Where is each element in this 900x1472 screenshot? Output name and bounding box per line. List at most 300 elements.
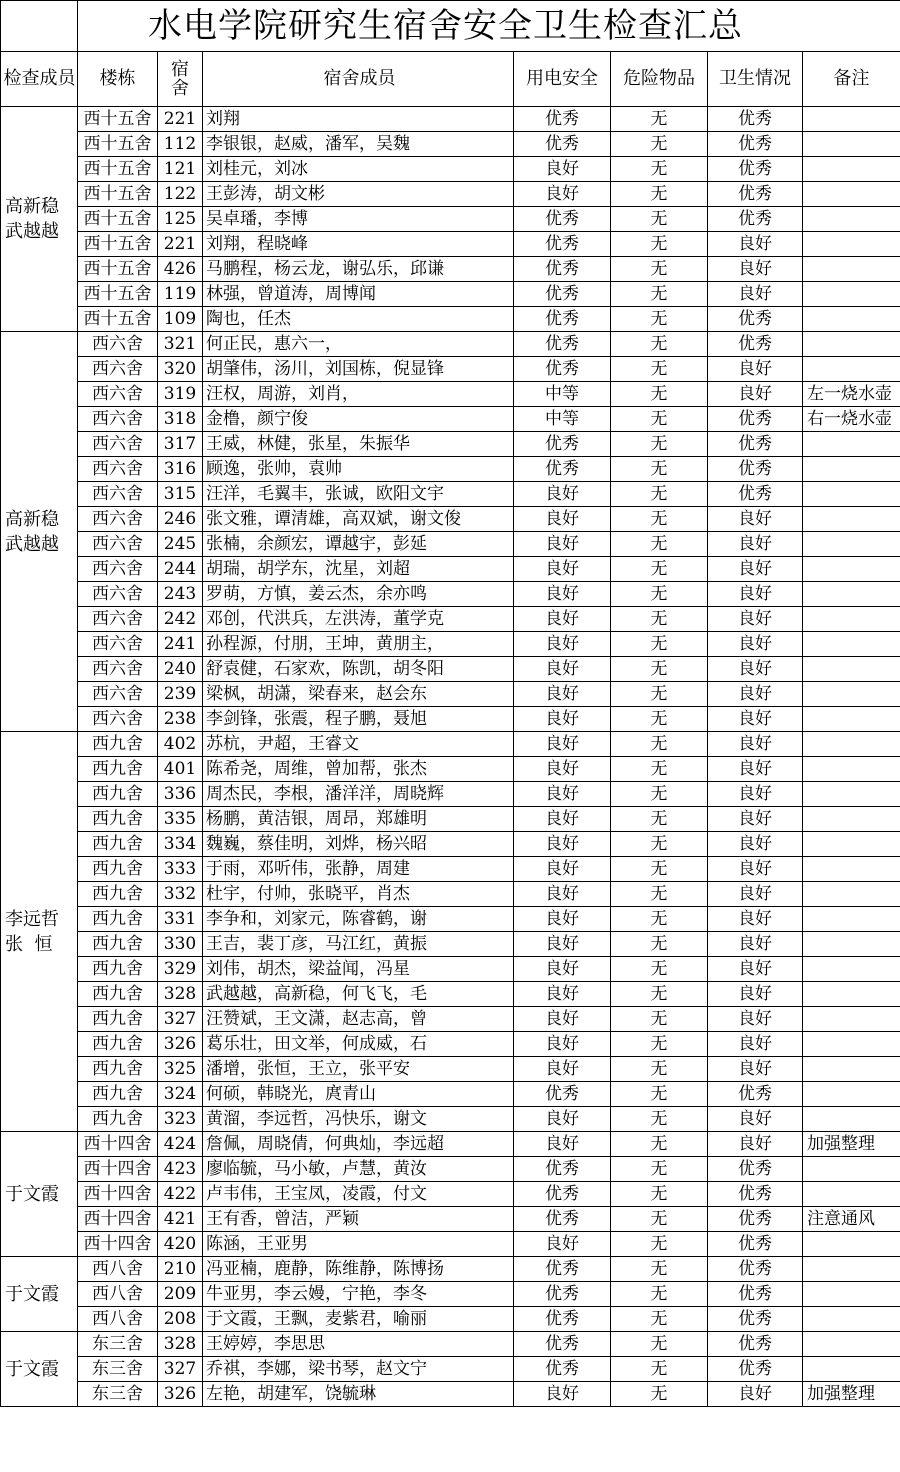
hygiene-cell: 优秀: [708, 332, 803, 357]
dangerous-items-cell: 无: [611, 132, 708, 157]
hygiene-cell: 良好: [708, 507, 803, 532]
remarks-cell: [803, 557, 900, 582]
building-cell: 西九舍: [78, 932, 158, 957]
dangerous-items-cell: 无: [611, 632, 708, 657]
room-cell: 208: [158, 1307, 203, 1332]
room-cell: 243: [158, 582, 203, 607]
hygiene-cell: 良好: [708, 682, 803, 707]
members-cell: 孙程源，付朋，王坤，黄朋主，: [203, 632, 514, 657]
hygiene-cell: 良好: [708, 657, 803, 682]
hygiene-cell: 优秀: [708, 407, 803, 432]
hygiene-cell: 优秀: [708, 1257, 803, 1282]
building-cell: 西九舍: [78, 1032, 158, 1057]
building-cell: 西九舍: [78, 1082, 158, 1107]
members-cell: 苏杭，尹超，王睿文: [203, 732, 514, 757]
room-cell: 426: [158, 257, 203, 282]
table-row: [1, 1057, 900, 1082]
members-cell: 邓创，代洪兵，左洪涛，董学克: [203, 607, 514, 632]
electric-safety-cell: 优秀: [514, 1307, 611, 1332]
remarks-cell: [803, 432, 900, 457]
electric-safety-cell: 良好: [514, 732, 611, 757]
table-row: [1, 1032, 900, 1057]
hygiene-cell: 优秀: [708, 1282, 803, 1307]
electric-safety-cell: 中等: [514, 407, 611, 432]
building-cell: 西六舍: [78, 532, 158, 557]
electric-safety-cell: 优秀: [514, 232, 611, 257]
table-row: [1, 1207, 900, 1232]
table-row: [1, 257, 900, 282]
room-cell: 316: [158, 457, 203, 482]
table-row: [1, 207, 900, 232]
dangerous-items-cell: 无: [611, 1032, 708, 1057]
members-cell: 何正民，惠六一，: [203, 332, 514, 357]
room-cell: 119: [158, 282, 203, 307]
room-cell: 326: [158, 1382, 203, 1407]
electric-safety-cell: 良好: [514, 632, 611, 657]
remarks-cell: 加强整理: [803, 1382, 900, 1407]
header-danger: 危险物品: [611, 52, 708, 107]
header-inspector: 检查成员: [1, 52, 78, 107]
building-cell: 西十五舍: [78, 282, 158, 307]
electric-safety-cell: 优秀: [514, 1082, 611, 1107]
members-cell: 李剑锋，张震，程子鹏，聂旭: [203, 707, 514, 732]
hygiene-cell: 良好: [708, 807, 803, 832]
building-cell: 西九舍: [78, 757, 158, 782]
inspector-cell: 于文霞: [1, 1257, 78, 1332]
table-row: [1, 707, 900, 732]
hygiene-cell: 优秀: [708, 1232, 803, 1257]
table-row: [1, 1332, 900, 1357]
building-cell: 西六舍: [78, 682, 158, 707]
room-cell: 328: [158, 1332, 203, 1357]
remarks-cell: [803, 532, 900, 557]
building-cell: 西十四舍: [78, 1132, 158, 1157]
electric-safety-cell: 良好: [514, 557, 611, 582]
building-cell: 西九舍: [78, 832, 158, 857]
dangerous-items-cell: 无: [611, 757, 708, 782]
dangerous-items-cell: 无: [611, 1307, 708, 1332]
room-cell: 327: [158, 1357, 203, 1382]
building-cell: 西六舍: [78, 457, 158, 482]
building-cell: 西六舍: [78, 632, 158, 657]
remarks-cell: [803, 282, 900, 307]
electric-safety-cell: 良好: [514, 932, 611, 957]
members-cell: 汪洋，毛翼丰，张诚，欧阳文宇: [203, 482, 514, 507]
hygiene-cell: 良好: [708, 832, 803, 857]
building-cell: 西六舍: [78, 332, 158, 357]
table-row: [1, 1257, 900, 1282]
electric-safety-cell: 优秀: [514, 1332, 611, 1357]
members-cell: 陈希尧，周维，曾加帮，张杰: [203, 757, 514, 782]
hygiene-cell: 良好: [708, 1107, 803, 1132]
dangerous-items-cell: 无: [611, 932, 708, 957]
electric-safety-cell: 优秀: [514, 1282, 611, 1307]
building-cell: 西十四舍: [78, 1182, 158, 1207]
table-row: [1, 282, 900, 307]
members-cell: 张楠，余颜宏，谭越宇，彭延: [203, 532, 514, 557]
remarks-cell: [803, 357, 900, 382]
remarks-cell: [803, 1257, 900, 1282]
building-cell: 西十五舍: [78, 307, 158, 332]
members-cell: 杜宇，付帅，张晓平，肖杰: [203, 882, 514, 907]
header-electric: 用电安全: [514, 52, 611, 107]
dangerous-items-cell: 无: [611, 982, 708, 1007]
remarks-cell: [803, 232, 900, 257]
hygiene-cell: 优秀: [708, 1357, 803, 1382]
building-cell: 西九舍: [78, 732, 158, 757]
table-row: [1, 807, 900, 832]
members-cell: 胡瑞，胡学东，沈星，刘超: [203, 557, 514, 582]
building-cell: 西十五舍: [78, 132, 158, 157]
hygiene-cell: 良好: [708, 557, 803, 582]
members-cell: 罗萌，方慎，姜云杰，余亦鸣: [203, 582, 514, 607]
room-cell: 109: [158, 307, 203, 332]
members-cell: 于文霞，王飘，麦紫君，喻丽: [203, 1307, 514, 1332]
room-cell: 121: [158, 157, 203, 182]
building-cell: 西十五舍: [78, 257, 158, 282]
building-cell: 东三舍: [78, 1332, 158, 1357]
dangerous-items-cell: 无: [611, 1257, 708, 1282]
header-dorm: [158, 52, 203, 107]
hygiene-cell: 优秀: [708, 1082, 803, 1107]
remarks-cell: [803, 1307, 900, 1332]
electric-safety-cell: 良好: [514, 157, 611, 182]
table-row: [1, 1007, 900, 1032]
remarks-cell: [803, 982, 900, 1007]
electric-safety-cell: 优秀: [514, 357, 611, 382]
members-cell: 廖临毓，马小敏，卢慧，黄汝: [203, 1157, 514, 1182]
dangerous-items-cell: 无: [611, 407, 708, 432]
table-row: [1, 957, 900, 982]
room-cell: 239: [158, 682, 203, 707]
table-row: [1, 1157, 900, 1182]
room-cell: 336: [158, 782, 203, 807]
members-cell: 葛乐壮，田文举，何成威，石: [203, 1032, 514, 1057]
table-row: [1, 407, 900, 432]
remarks-cell: [803, 1057, 900, 1082]
members-cell: 周杰民，李根，潘洋洋，周晓辉: [203, 782, 514, 807]
table-row: [1, 682, 900, 707]
dangerous-items-cell: 无: [611, 1107, 708, 1132]
electric-safety-cell: 优秀: [514, 1357, 611, 1382]
remarks-cell: [803, 907, 900, 932]
hygiene-cell: 良好: [708, 1007, 803, 1032]
inspector-cell: 李远哲 张 恒: [1, 732, 78, 1132]
members-cell: 詹佩，周晓倩，何典灿，李远超: [203, 1132, 514, 1157]
electric-safety-cell: 良好: [514, 607, 611, 632]
hygiene-cell: 优秀: [708, 1207, 803, 1232]
dangerous-items-cell: 无: [611, 832, 708, 857]
electric-safety-cell: 优秀: [514, 207, 611, 232]
electric-safety-cell: 优秀: [514, 332, 611, 357]
electric-safety-cell: 优秀: [514, 457, 611, 482]
hygiene-cell: 良好: [708, 857, 803, 882]
dangerous-items-cell: 无: [611, 607, 708, 632]
room-cell: 221: [158, 107, 203, 132]
hygiene-cell: 优秀: [708, 182, 803, 207]
room-cell: 210: [158, 1257, 203, 1282]
title-blank-cell: [1, 1, 78, 52]
dangerous-items-cell: 无: [611, 257, 708, 282]
dangerous-items-cell: 无: [611, 1357, 708, 1382]
dangerous-items-cell: 无: [611, 432, 708, 457]
electric-safety-cell: 良好: [514, 807, 611, 832]
table-row: [1, 182, 900, 207]
sheet-title: 水电学院研究生宿舍安全卫生检查汇总: [78, 1, 900, 52]
members-cell: 李银银，赵威，潘军，吴魏: [203, 132, 514, 157]
table-row: [1, 1382, 900, 1407]
remarks-cell: [803, 307, 900, 332]
table-row: [1, 882, 900, 907]
building-cell: 西十五舍: [78, 182, 158, 207]
members-cell: 林强，曾道涛，周博闻: [203, 282, 514, 307]
building-cell: 西十四舍: [78, 1157, 158, 1182]
members-cell: 王吉，裴丁彦，马江红，黄振: [203, 932, 514, 957]
hygiene-cell: 良好: [708, 1132, 803, 1157]
remarks-cell: [803, 707, 900, 732]
hygiene-cell: 优秀: [708, 432, 803, 457]
table-row: [1, 832, 900, 857]
table-row: [1, 1132, 900, 1157]
dangerous-items-cell: 无: [611, 732, 708, 757]
remarks-cell: [803, 857, 900, 882]
hygiene-cell: 优秀: [708, 157, 803, 182]
electric-safety-cell: 良好: [514, 1057, 611, 1082]
members-cell: 胡肇伟，汤川，刘国栋，倪显锋: [203, 357, 514, 382]
table-row: [1, 582, 900, 607]
table-row: [1, 332, 900, 357]
dangerous-items-cell: 无: [611, 657, 708, 682]
members-cell: 张文雅，谭清雄，高双斌，谢文俊: [203, 507, 514, 532]
remarks-cell: [803, 257, 900, 282]
table-row: [1, 457, 900, 482]
electric-safety-cell: 良好: [514, 1232, 611, 1257]
hygiene-cell: 优秀: [708, 1182, 803, 1207]
table-row: [1, 1082, 900, 1107]
members-cell: 刘翔，程晓峰: [203, 232, 514, 257]
members-cell: 武越越，高新稳，何飞飞，毛: [203, 982, 514, 1007]
dangerous-items-cell: 无: [611, 232, 708, 257]
room-cell: 335: [158, 807, 203, 832]
remarks-cell: [803, 582, 900, 607]
dangerous-items-cell: 无: [611, 1207, 708, 1232]
remarks-cell: [803, 107, 900, 132]
hygiene-cell: 良好: [708, 782, 803, 807]
dangerous-items-cell: 无: [611, 307, 708, 332]
room-cell: 424: [158, 1132, 203, 1157]
dangerous-items-cell: 无: [611, 507, 708, 532]
hygiene-cell: 良好: [708, 1057, 803, 1082]
room-cell: 421: [158, 1207, 203, 1232]
remarks-cell: [803, 782, 900, 807]
electric-safety-cell: 优秀: [514, 107, 611, 132]
room-cell: 420: [158, 1232, 203, 1257]
remarks-cell: [803, 207, 900, 232]
room-cell: 221: [158, 232, 203, 257]
building-cell: 西六舍: [78, 382, 158, 407]
table-row: [1, 982, 900, 1007]
room-cell: 240: [158, 657, 203, 682]
table-row: [1, 557, 900, 582]
room-cell: 238: [158, 707, 203, 732]
dangerous-items-cell: 无: [611, 882, 708, 907]
electric-safety-cell: 优秀: [514, 132, 611, 157]
remarks-cell: [803, 657, 900, 682]
table-row: [1, 1232, 900, 1257]
room-cell: 329: [158, 957, 203, 982]
table-row: [1, 1107, 900, 1132]
room-cell: 112: [158, 132, 203, 157]
title-row: [1, 1, 900, 52]
building-cell: 东三舍: [78, 1357, 158, 1382]
header-row: [1, 52, 900, 107]
inspector-cell: 高新稳 武越越: [1, 107, 78, 332]
hygiene-cell: 良好: [708, 882, 803, 907]
dangerous-items-cell: 无: [611, 582, 708, 607]
table-row: [1, 782, 900, 807]
members-cell: 吴卓璠，李博: [203, 207, 514, 232]
members-cell: 李争和，刘家元，陈睿鹤，谢: [203, 907, 514, 932]
hygiene-cell: 良好: [708, 907, 803, 932]
hygiene-cell: 优秀: [708, 132, 803, 157]
remarks-cell: [803, 132, 900, 157]
hygiene-cell: 良好: [708, 282, 803, 307]
members-cell: 杨鹏，黄洁银，周昂，郑雄明: [203, 807, 514, 832]
table-row: [1, 432, 900, 457]
remarks-cell: [803, 1232, 900, 1257]
building-cell: 西九舍: [78, 982, 158, 1007]
table-row: [1, 732, 900, 757]
electric-safety-cell: 优秀: [514, 432, 611, 457]
room-cell: 334: [158, 832, 203, 857]
electric-safety-cell: 优秀: [514, 1257, 611, 1282]
table-row: [1, 482, 900, 507]
electric-safety-cell: 良好: [514, 757, 611, 782]
remarks-cell: [803, 807, 900, 832]
electric-safety-cell: 优秀: [514, 307, 611, 332]
electric-safety-cell: 良好: [514, 957, 611, 982]
hygiene-cell: 良好: [708, 232, 803, 257]
table-row: [1, 382, 900, 407]
remarks-cell: 注意通风: [803, 1207, 900, 1232]
electric-safety-cell: 优秀: [514, 257, 611, 282]
dangerous-items-cell: 无: [611, 207, 708, 232]
electric-safety-cell: 良好: [514, 1007, 611, 1032]
remarks-cell: [803, 457, 900, 482]
dangerous-items-cell: 无: [611, 457, 708, 482]
members-cell: 魏巍，蔡佳明，刘烨，杨兴昭: [203, 832, 514, 857]
building-cell: 西九舍: [78, 882, 158, 907]
hygiene-cell: 优秀: [708, 307, 803, 332]
building-cell: 西六舍: [78, 582, 158, 607]
dangerous-items-cell: 无: [611, 707, 708, 732]
remarks-cell: [803, 182, 900, 207]
dangerous-items-cell: 无: [611, 157, 708, 182]
hygiene-cell: 良好: [708, 382, 803, 407]
remarks-cell: [803, 1282, 900, 1307]
table-row: [1, 632, 900, 657]
table-row: [1, 507, 900, 532]
members-cell: 舒袁健，石家欢，陈凯，胡冬阳: [203, 657, 514, 682]
members-cell: 王彭涛，胡文彬: [203, 182, 514, 207]
dangerous-items-cell: 无: [611, 382, 708, 407]
dangerous-items-cell: 无: [611, 332, 708, 357]
room-cell: 422: [158, 1182, 203, 1207]
members-cell: 马鹏程，杨云龙，谢弘乐，邱谦: [203, 257, 514, 282]
remarks-cell: [803, 1007, 900, 1032]
room-cell: 246: [158, 507, 203, 532]
hygiene-cell: 良好: [708, 757, 803, 782]
building-cell: 西九舍: [78, 857, 158, 882]
building-cell: 西六舍: [78, 607, 158, 632]
dangerous-items-cell: 无: [611, 682, 708, 707]
dangerous-items-cell: 无: [611, 1057, 708, 1082]
remarks-cell: [803, 832, 900, 857]
dangerous-items-cell: 无: [611, 1232, 708, 1257]
electric-safety-cell: 良好: [514, 707, 611, 732]
remarks-cell: [803, 1332, 900, 1357]
remarks-cell: [803, 332, 900, 357]
building-cell: 西九舍: [78, 1007, 158, 1032]
table-row: [1, 1282, 900, 1307]
inspector-cell: 高新稳 武越越: [1, 332, 78, 732]
dangerous-items-cell: 无: [611, 1382, 708, 1407]
remarks-cell: [803, 732, 900, 757]
electric-safety-cell: 良好: [514, 1382, 611, 1407]
table-row: [1, 607, 900, 632]
room-cell: 325: [158, 1057, 203, 1082]
room-cell: 327: [158, 1007, 203, 1032]
electric-safety-cell: 良好: [514, 1107, 611, 1132]
members-cell: 左艳，胡建军，饶毓琳: [203, 1382, 514, 1407]
members-cell: 陶也，任杰: [203, 307, 514, 332]
table-row: [1, 232, 900, 257]
dangerous-items-cell: 无: [611, 1157, 708, 1182]
room-cell: 331: [158, 907, 203, 932]
hygiene-cell: 优秀: [708, 1157, 803, 1182]
remarks-cell: 加强整理: [803, 1132, 900, 1157]
room-cell: 320: [158, 357, 203, 382]
room-cell: 323: [158, 1107, 203, 1132]
electric-safety-cell: 良好: [514, 507, 611, 532]
remarks-cell: [803, 1182, 900, 1207]
table-row: [1, 307, 900, 332]
room-cell: 245: [158, 532, 203, 557]
remarks-cell: [803, 682, 900, 707]
header-remarks: 备注: [803, 52, 900, 107]
remarks-cell: [803, 1157, 900, 1182]
header-dorm-label: 宿 舍: [171, 59, 189, 99]
building-cell: 西十四舍: [78, 1232, 158, 1257]
building-cell: 西八舍: [78, 1307, 158, 1332]
electric-safety-cell: 优秀: [514, 1157, 611, 1182]
room-cell: 244: [158, 557, 203, 582]
hygiene-cell: 优秀: [708, 1332, 803, 1357]
hygiene-cell: 良好: [708, 932, 803, 957]
remarks-cell: [803, 757, 900, 782]
dangerous-items-cell: 无: [611, 957, 708, 982]
room-cell: 319: [158, 382, 203, 407]
remarks-cell: [803, 482, 900, 507]
table-row: [1, 157, 900, 182]
electric-safety-cell: 良好: [514, 882, 611, 907]
members-cell: 黄溜，李远哲，冯快乐，谢文: [203, 1107, 514, 1132]
table-row: [1, 107, 900, 132]
remarks-cell: [803, 882, 900, 907]
building-cell: 西九舍: [78, 782, 158, 807]
table-row: [1, 357, 900, 382]
building-cell: 西六舍: [78, 407, 158, 432]
